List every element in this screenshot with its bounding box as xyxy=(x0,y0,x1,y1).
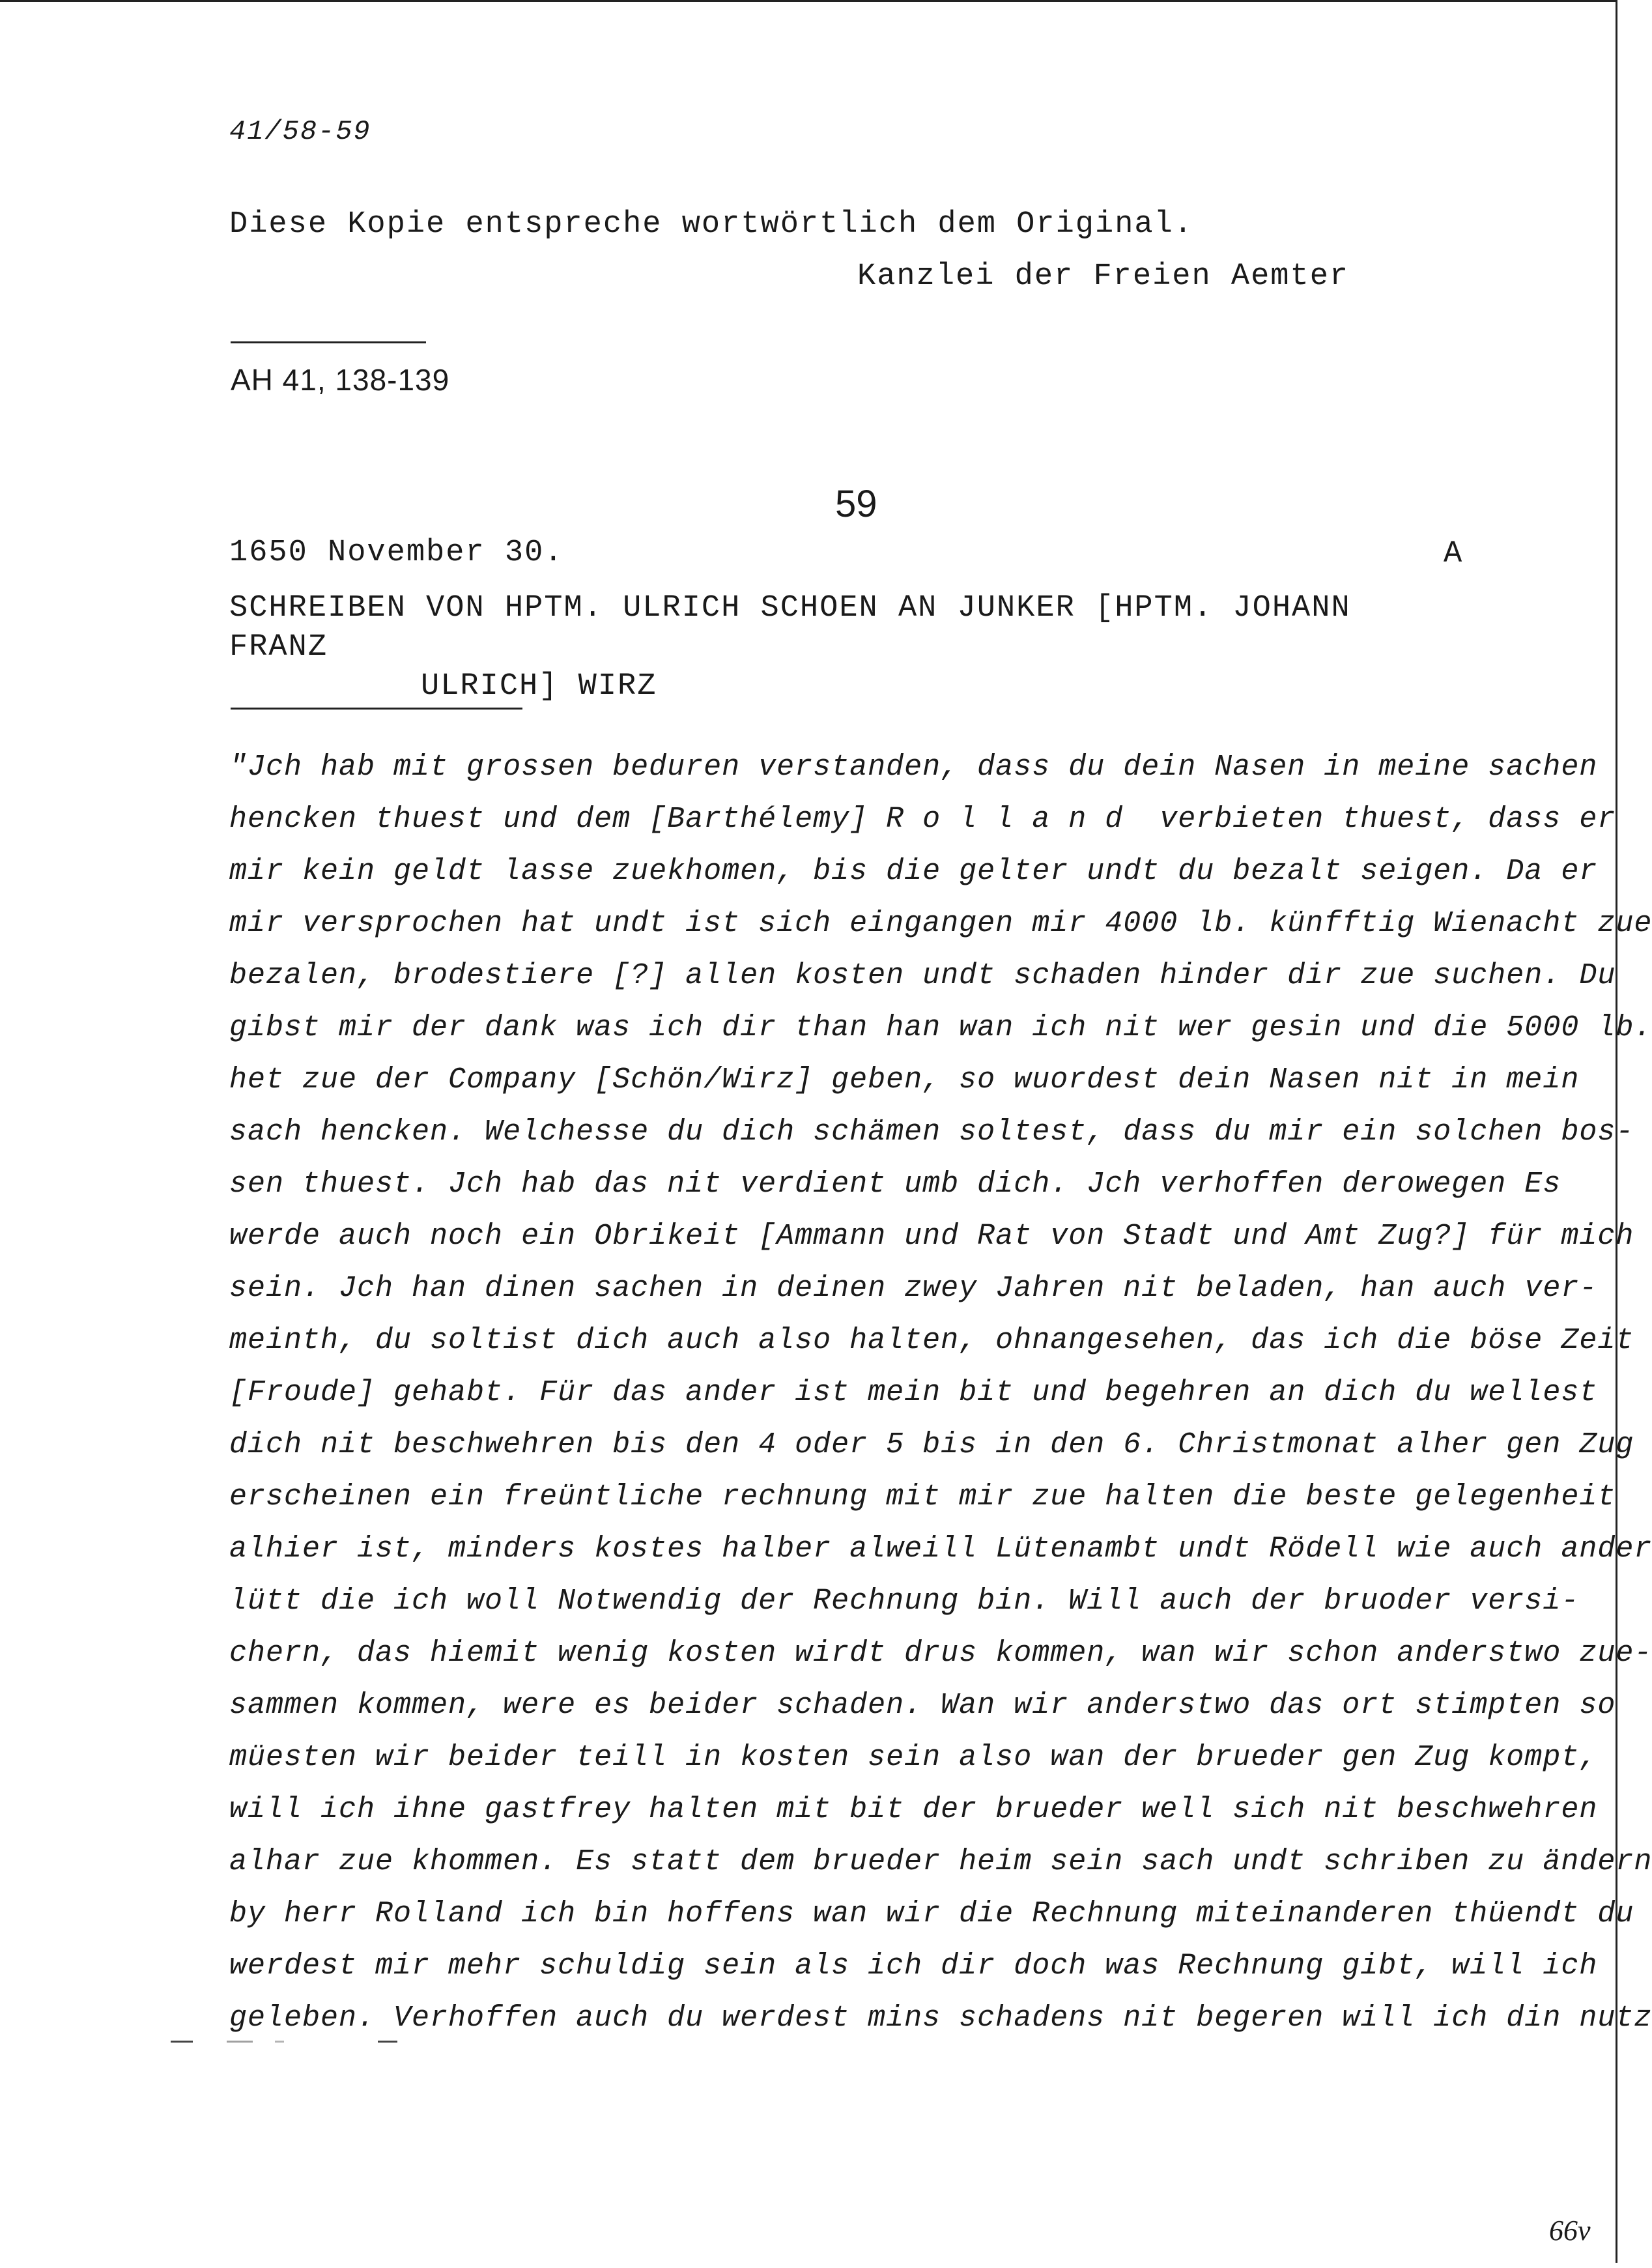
body-line: het zue der Company [Schön/Wirz] geben, so wuordest dein Nasen nit in mein xyxy=(229,1063,1580,1097)
body-line: müesten wir beider teill in kosten sein also wan der brueder gen Zug kompt, xyxy=(229,1741,1598,1774)
body-line: meinth, du soltist dich auch also halten, ohnangesehen, das ich die böse Zeit xyxy=(229,1324,1634,1357)
document-title-line-1: SCHREIBEN VON HPTM. ULRICH SCHOEN AN JUNKER [HPTM. JOHANN FRANZ xyxy=(229,591,1351,665)
body-line: alhier ist, minders kostes halber alweill Lütenambt undt Rödell wie auch ander xyxy=(229,1532,1652,1566)
body-line: chern, das hiemit wenig kosten wirdt drus kommen, wan wir schon anderstwo zue- xyxy=(229,1637,1652,1670)
body-line: hencken thuest und dem [Barthélemy] R o l l a n d verbieten thuest, dass er xyxy=(229,803,1616,836)
header-divider xyxy=(231,341,426,343)
document-number: 59 xyxy=(835,483,877,525)
body-line: sen thuest. Jch hab das nit verdient umb dich. Jch verhoffen derowegen Es xyxy=(229,1168,1561,1201)
body-line: sach hencken. Welchesse du dich schämen soltest, dass du mir ein solchen bos- xyxy=(229,1115,1634,1149)
body-line: by herr Rolland ich bin hoffens wan wir die Rechnung miteinanderen thüendt du xyxy=(229,1897,1634,1931)
reference-number: 41/58-59 xyxy=(229,116,371,147)
certifying-office: Kanzlei der Freien Aemter xyxy=(857,259,1350,294)
body-line: werdest mir mehr schuldig sein als ich dir doch was Rechnung gibt, will ich xyxy=(229,1949,1598,1983)
letter-body xyxy=(229,741,1652,2045)
document-title xyxy=(229,589,1467,706)
body-line: "Jch hab mit grossen beduren verstanden, dass du dein Nasen in meine sachen xyxy=(229,751,1598,784)
folio-mark: 66v xyxy=(1549,2215,1591,2246)
document-date: 1650 November 30. xyxy=(229,536,564,570)
body-line: geleben. Verhoffen auch du werdest mins schadens nit begeren will ich din nutz xyxy=(229,2002,1652,2035)
archive-reference: AH 41, 138-139 xyxy=(231,363,450,397)
document-version: A xyxy=(1444,537,1462,571)
body-line: dich nit beschwehren bis den 4 oder 5 bis in den 6. Christmonat alher gen Zug xyxy=(229,1428,1634,1461)
body-line: lütt die ich woll Notwendig der Rechnung bin. Will auch der bruoder versi- xyxy=(229,1585,1580,1618)
body-line: will ich ihne gastfrey halten mit bit der brueder well sich nit beschwehren xyxy=(229,1793,1598,1826)
body-line: mir versprochen hat undt ist sich eingangen mir 4000 lb. künfftig Wienacht zue xyxy=(229,907,1652,940)
body-line: sammen kommen, were es beider schaden. Wan wir anderstwo das ort stimpten so xyxy=(229,1689,1616,1722)
body-line: erscheinen ein freüntliche rechnung mit mir zue halten die beste gelegenheit xyxy=(229,1480,1616,1514)
body-line: bezalen, brodestiere [?] allen kosten undt schaden hinder dir zue suchen. Du xyxy=(229,959,1616,992)
body-line: [Froude] gehabt. Für das ander ist mein bit und begehren an dich du wellest xyxy=(229,1376,1598,1409)
title-divider xyxy=(231,708,522,710)
body-line: werde auch noch ein Obrikeit [Ammann und Rat von Stadt und Amt Zug?] für mich xyxy=(229,1220,1634,1253)
body-line: sein. Jch han dinen sachen in deinen zwey Jahren nit beladen, han auch ver- xyxy=(229,1272,1598,1305)
body-line: alhar zue khommen. Es statt dem brueder heim sein sach undt schriben zu ändern xyxy=(229,1845,1652,1878)
certification-statement: Diese Kopie entspreche wortwörtlich dem Original. xyxy=(229,207,1194,242)
document-title-line-2: ULRICH] WIRZ xyxy=(421,669,657,704)
scan-artifact-marks xyxy=(171,2041,418,2048)
body-line: mir kein geldt lasse zuekhomen, bis die gelter undt du bezalt seigen. Da er xyxy=(229,855,1598,888)
body-line: gibst mir der dank was ich dir than han wan ich nit wer gesin und die 5000 lb. xyxy=(229,1011,1652,1044)
